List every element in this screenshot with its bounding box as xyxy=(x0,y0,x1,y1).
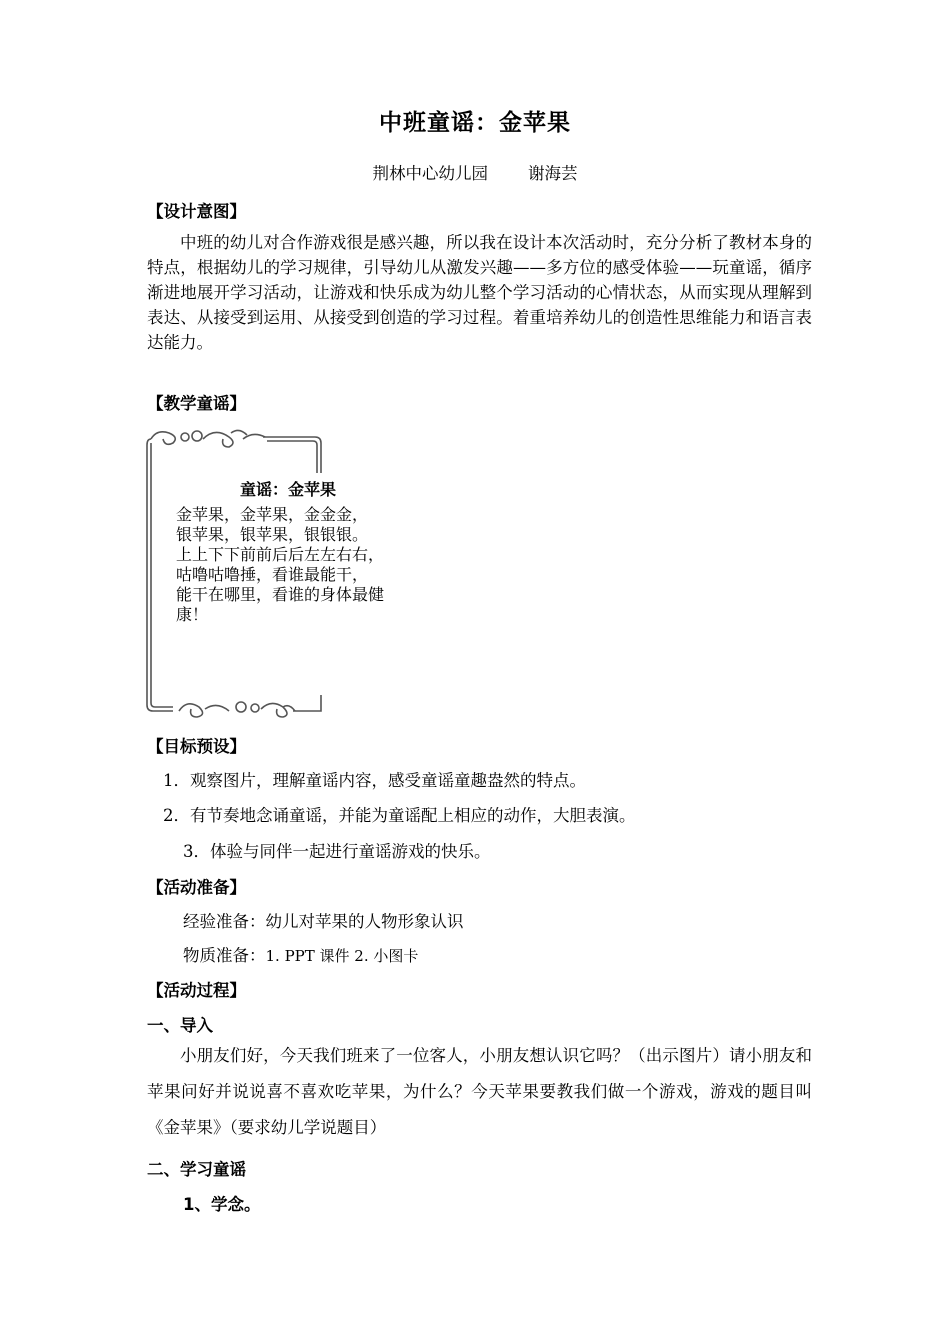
school-name: 荆林中心幼儿园 xyxy=(372,164,488,183)
goals-heading: 【目标预设】 xyxy=(147,737,246,756)
intro-paragraph: 小朋友们好，今天我们班来了一位客人，小朋友想认识它吗？（出示图片）请小朋友和苹果问好并说说喜不喜欢吃苹果，为什么？今天苹果要教我们做一个游戏，游戏的题目叫《金苹果》（要求幼儿学说题目） xyxy=(147,1046,812,1137)
goal-item: 2．有节奏地念诵童谣，并能为童谣配上相应的动作，大胆表演。 xyxy=(163,806,636,825)
goal-item: 3．体验与同伴一起进行童谣游戏的快乐。 xyxy=(183,842,491,861)
design-heading: 【设计意图】 xyxy=(147,202,246,221)
prep-experience: 经验准备：幼儿对苹果的人物形象认识 xyxy=(183,912,464,931)
rhyme-title: 童谣：金苹果 xyxy=(240,480,337,499)
goal-item: 1．观察图片，理解童谣内容，感受童谣童趣盎然的特点。 xyxy=(163,771,586,790)
rhyme-line: 银苹果，银苹果，银银银。 xyxy=(176,525,369,544)
rhyme-line: 咕噜咕噜捶，看谁最能干， xyxy=(176,565,369,584)
rhyme-line: 康！ xyxy=(176,605,209,624)
prep-heading: 【活动准备】 xyxy=(147,878,246,897)
rhyme-line: 能干在哪里，看谁的身体最健 xyxy=(176,585,385,604)
rhyme-line: 上上下下前前后后左左右右， xyxy=(176,545,385,564)
author-line xyxy=(0,160,950,184)
prep-material-items: 1. PPT 课件 2. 小图卡 xyxy=(265,947,419,965)
section-intro-heading: 一、导入 xyxy=(147,1016,213,1035)
document-title: 中班童谣：金苹果 xyxy=(379,110,571,136)
process-heading: 【活动过程】 xyxy=(147,981,246,1000)
rhyme-line: 金苹果，金苹果，金金金， xyxy=(176,505,369,524)
teacher-name: 谢海芸 xyxy=(528,164,578,183)
prep-material-label: 物质准备： xyxy=(183,946,266,965)
design-paragraph: 中班的幼儿对合作游戏很是感兴趣，所以我在设计本次活动时，充分分析了教材本身的特点，根据幼儿的学习规律，引导幼儿从激发兴趣——多方位的感受体验——玩童谣，循序渐进地展开学习活动，让游戏和快乐成为幼儿整个学习活动的心情状态，从而实现从理解到表达、从接受到运用、从接受到创造的学习过程。着重培养幼儿的创造性思维能力和语言表达能力。 xyxy=(147,233,812,352)
prep-material xyxy=(183,942,418,966)
rhyme-heading: 【教学童谣】 xyxy=(147,394,246,413)
section-learn-heading: 二、学习童谣 xyxy=(147,1160,246,1179)
step-read-heading: 1、学念。 xyxy=(183,1195,261,1214)
